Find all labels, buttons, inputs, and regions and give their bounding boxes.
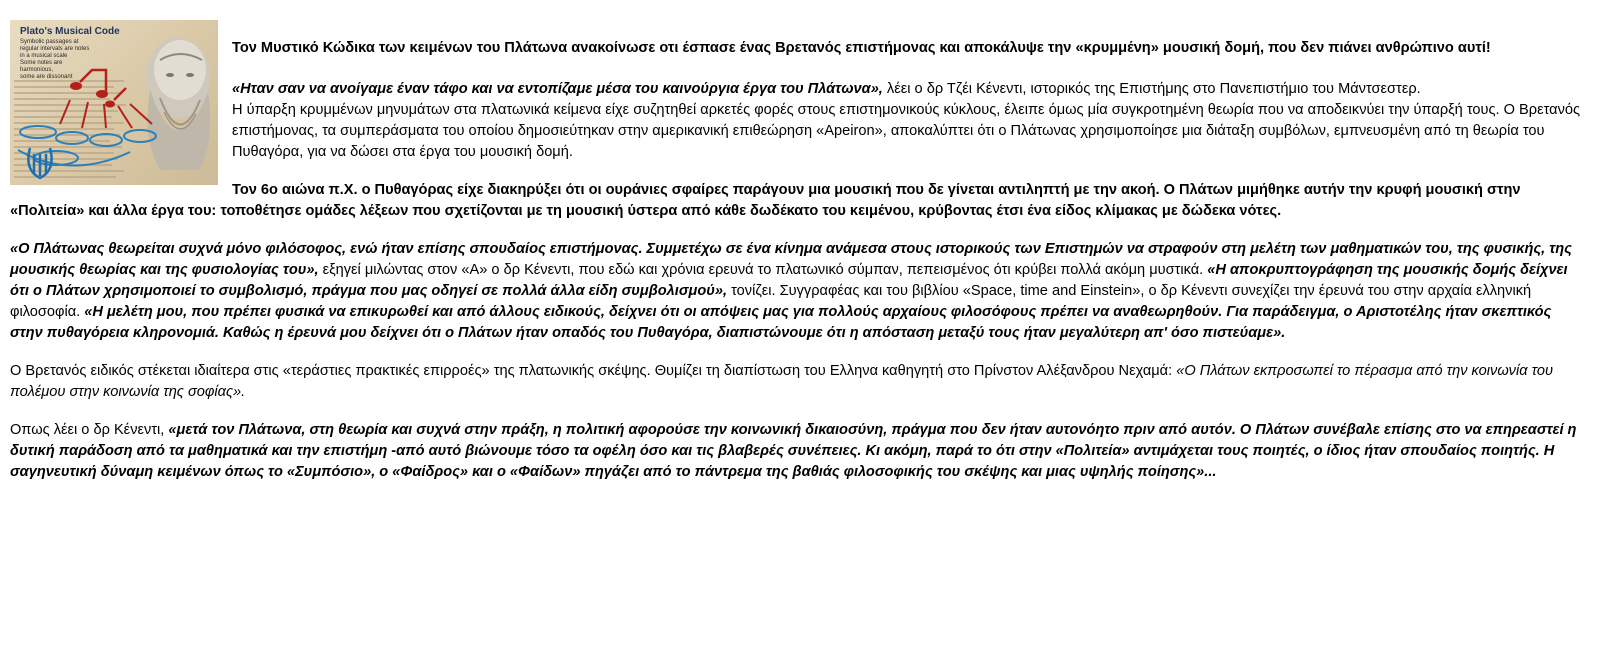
closing-quote: «μετά τον Πλάτωνα, στη θεωρία και συχνά στην πράξη, η πολιτική αφορούσε την κοινωνική δικαιοσύνη, πράγμα που δεν ήταν αυτονόητο πριν από αυτόν. Ο Πλάτων συνέβαλε επίσης στο να επηρεαστεί η δυτική παράδοση από τα μαθηματικά και την επιστήμη -από αυτό βιώνουμε τόσο τα οφέλη όσο και τις βλαβερές συνέπειες. Κι ακόμη, παρά το ότι στην «Πολιτεία» αντιμάχεται τους ποιητές, ο ίδιος ήταν σπουδαίος ποιητής. Η σαγηνευτική δύναμη κειμένων όπως το «Συμπόσιο», ο «Φαίδρος» και ο «Φαίδων» πηγάζει από το πάντρεμα της βαθιάς φιλοσοφικής του σκέψης και μιας υψηλής ποίησης»... [10, 422, 1577, 480]
platos-musical-code-image [10, 20, 218, 185]
caption-line: Symbolic passages at [20, 39, 79, 45]
bust [146, 38, 210, 170]
paragraph-scientist [10, 239, 1586, 344]
figure-caption [20, 39, 106, 81]
caption-line: regular intervals are notes [20, 46, 90, 52]
caption-line: harmonious, [20, 67, 54, 73]
caption-line: Some notes are [20, 60, 63, 66]
scientist-quote: «Ο Πλάτωνας θεωρείται συχνά μόνο φιλόσοφος, ενώ ήταν επίσης σπουδαίος επιστήμονας. Συμμετέχω σε ένα κίνημα ανάμεσα στους ιστορικούς των Επιστημών να στραφούν στη μελέτη των μαθηματικών του, της φυσικής, της μουσικής θεωρίας και της φυσιολογίας του», [10, 241, 1572, 278]
caption-line: some are dissonant [20, 74, 73, 80]
book-text: τονίζει. Συγγραφέας και του βιβλίου «Space, time and Einstein», ο δρ Κένεντι συνεχίζει την έρευνά του στην αρχαία ελληνική φιλοσοφία. [10, 283, 1532, 320]
pythagoras-text: Τον 6ο αιώνα π.Χ. ο Πυθαγόρας είχε διακηρύξει ότι οι ουράνιες σφαίρες παράγουν μια μουσική που δε γίνεται αντιληπτή με την ακοή. Ο Πλάτων μιμήθηκε αυτήν την κρυφή μουσική στην «Πολιτεία» και άλλα έργα του: τοποθέτησε ομάδες λέξεων που σχετίζονται με τη μουσική ύστερα από κάθε δωδέκατο του κειμένου, κρύβοντας έτσι ένα είδος κλίμακας με δώδεκα νότες. [10, 182, 1521, 219]
figure-title: Plato's Musical Code [20, 26, 120, 37]
decoding-quote: «Η αποκρυπτογράφηση της μουσικής δομής δείχνει ότι ο Πλάτων χρησιμοποιεί το συμβολισμό, πράγμα που μας οδηγεί σε πολλά άλλα είδη συμβολισμού», [10, 262, 1568, 299]
study-quote: «Η μελέτη μου, που πρέπει φυσικά να επικυρωθεί και από άλλους ειδικούς, δείχνει ότι οι απόψεις μας για πολλούς αρχαίους φιλοσόφους πρέπει να αναθεωρηθούν. Για παράδειγμα, ο Αριστοτέλης ήταν σκεπτικός στην πυθαγόρεια κληρονομιά. Καθώς η έρευνά μου δείχνει ότι ο Πλάτων ήταν οπαδός του Πυθαγόρα, διαπιστώνουμε ότι η απόσταση μεταξύ τους ήταν μεγαλύτερη απ' όσο πιστεύαμε». [10, 304, 1552, 341]
influence-text: Ο Βρετανός ειδικός στέκεται ιδιαίτερα στις «τεράστιες πρακτικές επιρροές» της πλατωνικής σκέψης. Θυμίζει τη διαπίστωση του Ελληνα καθηγητή στο Πρίνστον Αλέξανδρου Νεχαμά: [10, 363, 1177, 379]
scientist-text: εξηγεί μιλώντας στον «Α» ο δρ Κένεντι, που εδώ και χρόνια ερευνά το πλατωνικό σύμπαν, πεπεισμένος ότι κρύβει πολλά ακόμη μυστικά. [318, 262, 1208, 278]
kennedy-quote: «Ηταν σαν να ανοίγαμε έναν τάφο και να εντοπίζαμε μέσα του καινούργια έργα του Πλάτωνα», [232, 81, 883, 97]
closing-intro: Οπως λέει ο δρ Κένεντι, [10, 422, 169, 438]
caption-line: in a musical scale [20, 53, 68, 59]
lead-paragraph [10, 38, 1586, 59]
lead-text: Τον Μυστικό Κώδικα των κειμένων του Πλάτωνα ανακοίνωσε οτι έσπασε ένας Βρετανός επιστήμονας και αποκάλυψε την «κρυμμένη» μουσική δομή, που δεν πιάνει ανθρώπινο αυτί! [232, 40, 1491, 56]
paragraph-influence [10, 361, 1586, 403]
kennedy-attribution: λέει ο δρ Τζέι Κένεντι, ιστορικός της Επιστήμης στο Πανεπιστήμιο του Μάντσεστερ. [882, 81, 1421, 97]
paragraph-pythagoras [10, 180, 1586, 222]
hidden-messages-text: Η ύπαρξη κρυμμένων μηνυμάτων στα πλατωνικά κείμενα είχε συζητηθεί αρκετές φορές στους επιστημονικούς κύκλους, έλειπε όμως μία συγκροτημένη θεωρία που να αποδεικνύει την ύπαρξή τους. Ο Βρετανός επιστήμονας, τα συμπεράσματα του οποίου δημοσιεύτηκαν στην αμερικανική επιθεώρηση «Apeiron», αποκαλύπτει ότι ο Πλάτωνας χρησιμοποίησε μια διάταξη συμβόλων, εμπνευσμένη από τη θεωρία του Πυθαγόρα, για να δώσει στα έργα του μουσική δομή. [232, 102, 1581, 160]
paragraph-closing [10, 420, 1586, 483]
paragraph-kennedy-intro [10, 79, 1586, 163]
nehamas-quote: «Ο Πλάτων εκπροσωπεί το πέρασμα από την κοινωνία του πολέμου στην κοινωνία της σοφίας». [10, 363, 1553, 400]
